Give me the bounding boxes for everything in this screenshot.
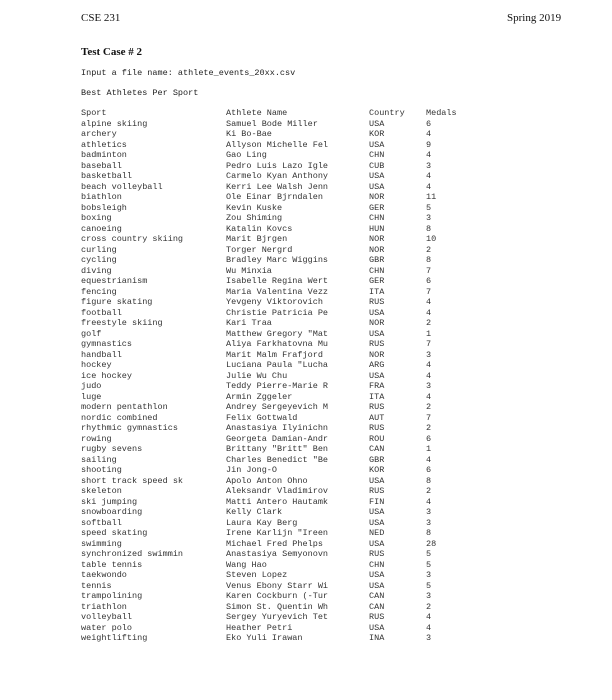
table-row: [81, 591, 466, 602]
cell-medals: 3: [426, 633, 432, 643]
table-row: [81, 255, 466, 266]
table-row: [81, 171, 466, 182]
cell-country: NOR: [369, 349, 385, 360]
cell-athlete: Anastasiya Ilyinichn: [226, 423, 329, 433]
cell-medals: 4: [426, 171, 432, 181]
cell-country: USA: [369, 171, 385, 181]
cell-sport: bobsleigh: [81, 202, 127, 213]
cell-medals: 4: [426, 150, 432, 160]
table-row: [81, 318, 466, 329]
results-table: [81, 108, 466, 644]
cell-athlete: Anastasiya Semyonovn: [226, 549, 329, 559]
table-row: [81, 381, 466, 392]
cell-country: RUS: [369, 423, 385, 433]
table-row: [81, 423, 466, 434]
cell-country: USA: [369, 181, 385, 192]
cell-athlete: Kelly Clark: [226, 507, 283, 517]
cell-athlete: Karen Cockburn (-Tur: [226, 591, 329, 601]
cell-sport: triathlon: [81, 601, 127, 612]
cell-country: ITA: [369, 286, 385, 297]
cell-country: RUS: [369, 612, 385, 622]
cell-athlete: Zou Shiming: [226, 213, 283, 223]
table-row: [81, 413, 466, 424]
cell-athlete: Kevin Kuske: [226, 202, 283, 213]
cell-sport: skeleton: [81, 486, 122, 496]
cell-country: HUN: [369, 223, 385, 234]
cell-athlete: Georgeta Damian-Andr: [226, 433, 329, 444]
cell-medals: 1: [426, 444, 432, 454]
cell-sport: curling: [81, 244, 117, 255]
cell-medals: 4: [426, 612, 432, 622]
cell-athlete: Aliya Farkhatovna Mu: [226, 339, 329, 349]
cell-sport: hockey: [81, 360, 112, 370]
cell-athlete: Kari Traa: [226, 318, 272, 328]
cell-medals: 8: [426, 255, 432, 265]
cell-athlete: Heather Petri: [226, 622, 293, 633]
cell-sport: speed skating: [81, 528, 148, 538]
cell-athlete: Laura Kay Berg: [226, 517, 298, 528]
output-heading: Best Athletes Per Sport: [81, 88, 199, 98]
cell-country: KOR: [369, 465, 385, 475]
table-row: [81, 444, 466, 455]
cell-athlete: Matthew Gregory "Mat: [226, 328, 329, 339]
cell-medals: 5: [426, 580, 432, 591]
cell-sport: volleyball: [81, 612, 133, 622]
table-row: [81, 507, 466, 518]
cell-country: CHN: [369, 213, 385, 223]
cell-athlete: Aleksandr Vladimirov: [226, 486, 329, 496]
cell-country: USA: [369, 328, 385, 339]
cell-athlete: Wu Minxia: [226, 265, 272, 276]
cell-medals: 3: [426, 160, 432, 171]
cell-athlete: Venus Ebony Starr Wi: [226, 580, 329, 591]
cell-athlete: Isabelle Regina Wert: [226, 276, 329, 286]
cell-medals: 4: [426, 622, 432, 633]
table-row: [81, 539, 466, 550]
cell-sport: luge: [81, 391, 102, 402]
table-row: [81, 602, 466, 613]
term-header: Spring 2019: [507, 12, 562, 24]
table-row: [81, 203, 466, 214]
table-row: [81, 308, 466, 319]
cell-country: GBR: [369, 454, 385, 465]
cell-sport: equestrianism: [81, 276, 148, 286]
cell-sport: judo: [81, 381, 102, 391]
cell-athlete: Michael Fred Phelps: [226, 538, 323, 549]
cell-athlete: Pedro Luis Lazo Igle: [226, 160, 329, 171]
cell-athlete: Irene Karlijn "Ireen: [226, 528, 329, 538]
cell-country: ROU: [369, 433, 385, 444]
cell-medals: 3: [426, 349, 432, 360]
cell-medals: 3: [426, 517, 432, 528]
table-row: [81, 633, 466, 644]
cell-sport: short track speed sk: [81, 475, 184, 486]
cell-country: FIN: [369, 496, 385, 507]
cell-medals: 4: [426, 181, 432, 192]
table-row: [81, 392, 466, 403]
cell-sport: baseball: [81, 160, 122, 171]
cell-country: CHN: [369, 265, 385, 276]
cell-sport: nordic combined: [81, 412, 158, 423]
column-header-medals: Medals: [426, 108, 457, 118]
table-row: [81, 339, 466, 350]
cell-medals: 7: [426, 412, 432, 423]
cell-country: ARG: [369, 360, 385, 370]
cell-athlete: Teddy Pierre-Marie R: [226, 381, 329, 391]
cell-sport: modern pentathlon: [81, 402, 168, 412]
table-row: [81, 287, 466, 298]
cell-sport: archery: [81, 129, 117, 139]
cell-medals: 7: [426, 286, 432, 297]
cell-medals: 8: [426, 528, 432, 538]
cell-medals: 2: [426, 244, 432, 255]
column-header-country: Country: [369, 108, 405, 118]
cell-sport: badminton: [81, 150, 127, 160]
cell-sport: biathlon: [81, 192, 122, 202]
cell-sport: fencing: [81, 286, 117, 297]
cell-sport: handball: [81, 349, 122, 360]
cell-medals: 2: [426, 486, 432, 496]
cell-sport: table tennis: [81, 559, 143, 570]
table-row: [81, 297, 466, 308]
cell-athlete: Bradley Marc Wiggins: [226, 255, 329, 265]
cell-country: CHN: [369, 150, 385, 160]
cell-athlete: Andrey Sergeyevich M: [226, 402, 329, 412]
table-row: [81, 476, 466, 487]
cell-athlete: Matti Antero Hautamk: [226, 496, 329, 507]
cell-country: USA: [369, 118, 385, 129]
table-row: [81, 182, 466, 193]
cell-country: USA: [369, 538, 385, 549]
cell-country: RUS: [369, 486, 385, 496]
cell-country: USA: [369, 580, 385, 591]
table-row: [81, 192, 466, 203]
cell-medals: 8: [426, 223, 432, 234]
cell-athlete: Apolo Anton Ohno: [226, 475, 308, 486]
cell-athlete: Ki Bo-Bae: [226, 129, 272, 139]
cell-athlete: Eko Yuli Irawan: [226, 633, 303, 643]
cell-country: RUS: [369, 339, 385, 349]
cell-medals: 4: [426, 307, 432, 318]
cell-country: CAN: [369, 444, 385, 454]
cell-sport: water polo: [81, 622, 133, 633]
cell-sport: golf: [81, 328, 102, 339]
cell-medals: 5: [426, 202, 432, 213]
cell-sport: beach volleyball: [81, 181, 163, 192]
table-row: [81, 612, 466, 623]
table-row: [81, 465, 466, 476]
cell-sport: cross country skiing: [81, 234, 184, 244]
cell-country: RUS: [369, 549, 385, 559]
table-row: [81, 266, 466, 277]
cell-athlete: Allyson Michelle Fel: [226, 139, 329, 150]
cell-medals: 4: [426, 370, 432, 381]
cell-country: INA: [369, 633, 385, 643]
cell-medals: 2: [426, 601, 432, 612]
table-row: [81, 161, 466, 172]
table-row: [81, 360, 466, 371]
cell-medals: 11: [426, 192, 437, 202]
table-header-row: [81, 108, 466, 119]
table-row: [81, 150, 466, 161]
cell-medals: 3: [426, 507, 432, 517]
cell-athlete: Wang Hao: [226, 559, 267, 570]
cell-athlete: Marit Bjrgen: [226, 234, 288, 244]
cell-athlete: Christie Patricia Pe: [226, 307, 329, 318]
cell-athlete: Kerri Lee Walsh Jenn: [226, 181, 329, 192]
table-row: [81, 234, 466, 245]
cell-sport: taekwondo: [81, 570, 127, 580]
cell-medals: 3: [426, 381, 432, 391]
cell-athlete: Brittany "Britt" Ben: [226, 444, 329, 454]
cell-medals: 4: [426, 129, 432, 139]
table-row: [81, 486, 466, 497]
table-row: [81, 581, 466, 592]
cell-medals: 3: [426, 591, 432, 601]
cell-medals: 4: [426, 297, 432, 307]
cell-athlete: Gao Ling: [226, 150, 267, 160]
cell-country: FRA: [369, 381, 385, 391]
column-header-athlete: Athlete Name: [226, 108, 288, 118]
table-row: [81, 623, 466, 634]
cell-medals: 4: [426, 360, 432, 370]
cell-medals: 2: [426, 423, 432, 433]
table-row: [81, 549, 466, 560]
cell-country: KOR: [369, 129, 385, 139]
cell-country: GBR: [369, 255, 385, 265]
cell-sport: ice hockey: [81, 370, 133, 381]
cell-sport: rhythmic gymnastics: [81, 423, 178, 433]
cell-athlete: Luciana Paula "Lucha: [226, 360, 329, 370]
cell-sport: football: [81, 307, 122, 318]
cell-country: USA: [369, 370, 385, 381]
cell-athlete: Maria Valentina Vezz: [226, 286, 329, 297]
cell-medals: 28: [426, 538, 437, 549]
cell-sport: tennis: [81, 580, 112, 591]
cell-sport: snowboarding: [81, 507, 143, 517]
table-row: [81, 402, 466, 413]
cell-athlete: Yevgeny Viktorovich: [226, 297, 323, 307]
cell-sport: softball: [81, 517, 122, 528]
table-row: [81, 213, 466, 224]
cell-athlete: Torger Nergrd: [226, 244, 293, 255]
cell-athlete: Katalin Kovcs: [226, 223, 293, 234]
cell-athlete: Jin Jong-O: [226, 465, 278, 475]
cell-sport: boxing: [81, 213, 112, 223]
cell-sport: shooting: [81, 465, 122, 475]
table-row: [81, 518, 466, 529]
cell-country: GER: [369, 202, 385, 213]
cell-medals: 2: [426, 318, 432, 328]
table-row: [81, 528, 466, 539]
cell-athlete: Armin Zggeler: [226, 391, 293, 402]
cell-athlete: Felix Gottwald: [226, 412, 298, 423]
cell-country: CAN: [369, 591, 385, 601]
test-case-title: Test Case # 2: [81, 46, 143, 58]
cell-country: USA: [369, 517, 385, 528]
cell-medals: 5: [426, 559, 432, 570]
cell-athlete: Julie Wu Chu: [226, 370, 288, 381]
table-row: [81, 350, 466, 361]
cell-sport: swimming: [81, 538, 122, 549]
cell-sport: cycling: [81, 255, 117, 265]
cell-medals: 5: [426, 549, 432, 559]
cell-sport: athletics: [81, 139, 127, 150]
cell-medals: 4: [426, 391, 432, 402]
cell-country: USA: [369, 475, 385, 486]
cell-medals: 8: [426, 475, 432, 486]
cell-medals: 7: [426, 339, 432, 349]
cell-athlete: Samuel Bode Miller: [226, 118, 318, 129]
table-row: [81, 245, 466, 256]
cell-country: AUT: [369, 412, 385, 423]
cell-country: NOR: [369, 244, 385, 255]
table-row: [81, 371, 466, 382]
cell-sport: rugby sevens: [81, 444, 143, 454]
cell-sport: freestyle skiing: [81, 318, 163, 328]
cell-sport: trampolining: [81, 591, 143, 601]
cell-medals: 6: [426, 276, 432, 286]
table-row: [81, 455, 466, 466]
cell-country: CAN: [369, 601, 385, 612]
cell-medals: 9: [426, 139, 432, 150]
table-row: [81, 570, 466, 581]
cell-country: NOR: [369, 318, 385, 328]
cell-athlete: Simon St. Quentin Wh: [226, 601, 329, 612]
cell-sport: canoeing: [81, 223, 122, 234]
cell-medals: 6: [426, 118, 432, 129]
cell-country: NOR: [369, 192, 385, 202]
cell-sport: gymnastics: [81, 339, 133, 349]
course-header: CSE 231: [81, 12, 121, 24]
cell-medals: 6: [426, 433, 432, 444]
cell-country: NED: [369, 528, 385, 538]
cell-medals: 7: [426, 265, 432, 276]
cell-athlete: Steven Lopez: [226, 570, 288, 580]
cell-medals: 10: [426, 234, 437, 244]
table-row: [81, 276, 466, 287]
table-row: [81, 224, 466, 235]
cell-athlete: Marit Malm Frafjord: [226, 349, 323, 360]
cell-sport: basketball: [81, 171, 133, 181]
cell-country: CHN: [369, 559, 385, 570]
cell-medals: 4: [426, 454, 432, 465]
table-row: [81, 129, 466, 140]
cell-country: RUS: [369, 402, 385, 412]
cell-country: USA: [369, 570, 385, 580]
input-prompt: Input a file name: athlete_events_20xx.csv: [81, 68, 296, 78]
cell-sport: figure skating: [81, 297, 153, 307]
table-row: [81, 497, 466, 508]
cell-athlete: Carmelo Kyan Anthony: [226, 171, 329, 181]
cell-medals: 3: [426, 570, 432, 580]
table-row: [81, 119, 466, 130]
cell-country: ITA: [369, 391, 385, 402]
table-row: [81, 434, 466, 445]
cell-sport: weightlifting: [81, 633, 148, 643]
cell-country: USA: [369, 139, 385, 150]
cell-medals: 3: [426, 213, 432, 223]
table-row: [81, 140, 466, 151]
table-row: [81, 329, 466, 340]
cell-country: CUB: [369, 160, 385, 171]
cell-sport: rowing: [81, 433, 112, 444]
table-row: [81, 560, 466, 571]
cell-sport: sailing: [81, 454, 117, 465]
cell-athlete: Charles Benedict "Be: [226, 454, 329, 465]
cell-medals: 2: [426, 402, 432, 412]
column-header-sport: Sport: [81, 108, 107, 118]
cell-country: USA: [369, 622, 385, 633]
cell-country: RUS: [369, 297, 385, 307]
cell-country: GER: [369, 276, 385, 286]
cell-medals: 1: [426, 328, 432, 339]
cell-country: USA: [369, 507, 385, 517]
cell-country: USA: [369, 307, 385, 318]
cell-medals: 6: [426, 465, 432, 475]
cell-medals: 4: [426, 496, 432, 507]
cell-country: NOR: [369, 234, 385, 244]
cell-sport: synchronized swimmin: [81, 549, 184, 559]
cell-athlete: Sergey Yuryevich Tet: [226, 612, 329, 622]
cell-sport: diving: [81, 265, 112, 276]
cell-sport: alpine skiing: [81, 118, 148, 129]
cell-sport: ski jumping: [81, 496, 138, 507]
cell-athlete: Ole Einar Bjrndalen: [226, 192, 323, 202]
